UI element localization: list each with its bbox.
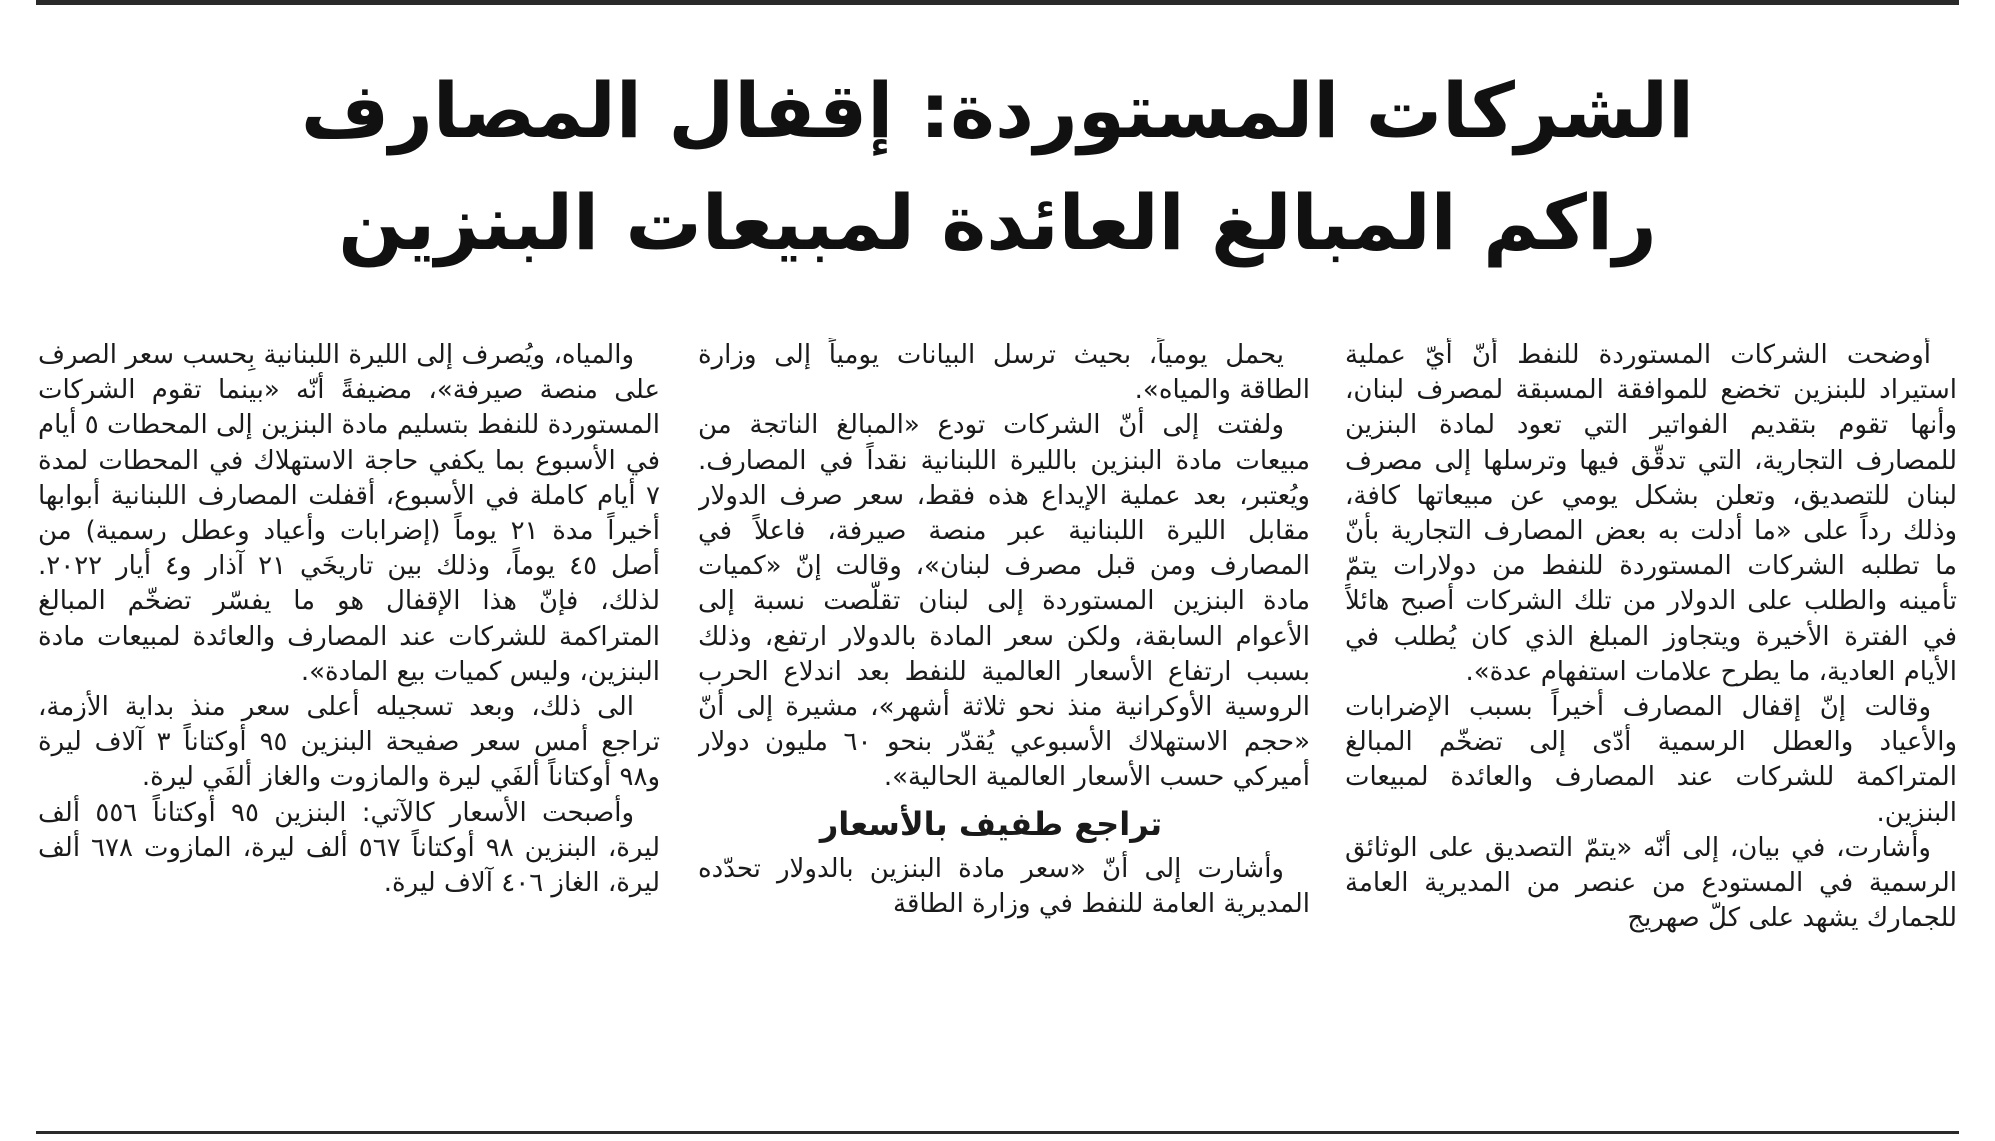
- paragraph: أوضحت الشركات المستوردة للنفط أنّ أيّ عملية استيراد للبنزين تخضع للموافقة المسبقة لمصرف لبنان، وأنها تقوم بتقديم الفواتير التي تعود لمادة البنزين للمصارف التجارية، التي تدقّق فيها وترسلها إلى مصرف لبنان للتصديق، وتعلن بشكل يومي عن مبيعاتها كافة، وذلك رداً على «ما أدلت به بعض المصارف التجارية بأنّ ما تطلبه الشركات المستوردة للنفط من دولارات يتمّ تأمينه والطلب على الدولار من تلك الشركات أصبح هائلاً في الفترة الأخيرة ويتجاوز المبلغ الذي كان يُطلب في الأيام العادية، ما يطرح علامات استفهام عدة».: [1345, 340, 1957, 687]
- section-subhead: تراجع طفيف بالأسعار: [819, 804, 1163, 843]
- paragraph: يحمل يومياً، بحيث ترسل البيانات يومياً إلى وزارة الطاقة والمياه».: [698, 340, 1310, 406]
- paragraph: ولفتت إلى أنّ الشركات تودع «المبالغ الناتجة من مبيعات مادة البنزين بالليرة اللبنانية نقداً في المصارف. ويُعتبر، بعد عملية الإيداع هذه فقط، سعر صرف الدولار مقابل الليرة اللبنانية عبر منصة صيرفة، فاعلاً في المصارف ومن قبل مصرف لبنان»، وقالت إنّ «كميات مادة البنزين المستوردة إلى لبنان تقلّصت نسبة إلى الأعوام السابقة، ولكن سعر المادة بالدولار ارتفع، وذلك بسبب ارتفاع الأسعار العالمية للنفط بعد اندلاع الحرب الروسية الأوكرانية منذ نحو ثلاثة أشهر»، مشيرة إلى أنّ «حجم الاستهلاك الأسبوعي يُقدّر بنحو ٦٠ مليون دولار أميركي حسب الأسعار العالمية الحالية».: [698, 410, 1310, 793]
- paragraph: وأشارت، في بيان، إلى أنّه «يتمّ التصديق على الوثائق الرسمية في المستودع من عنصر من المديرية العامة للجمارك يشهد على كلّ صهريج: [1345, 832, 1957, 934]
- column-middle: [698, 338, 1310, 1128]
- column-left: [38, 338, 660, 1128]
- bottom-rule: [36, 1131, 1959, 1134]
- column-right: [1345, 338, 1957, 1128]
- paragraph: والمياه، ويُصرف إلى الليرة اللبنانية بِحسب سعر الصرف على منصة صيرفة»، مضيفةً أنّه «بينما تقوم الشركات المستوردة للنفط بتسليم مادة البنزين إلى المحطات ٥ أيام في الأسبوع بما يكفي حاجة الاستهلاك في المحطات لمدة ٧ أيام كاملة في الأسبوع، أقفلت المصارف اللبنانية أبوابها أخيراً مدة ٢١ يوماً (إضرابات وأعياد وعطل رسمية) من أصل ٤٥ يوماً، وذلك بين تاريخَي ٢١ آذار و٤ أيار ٢٠٢٢. لذلك، فإنّ هذا الإقفال هو ما يفسّر تضخّم المبالغ المتراكمة للشركات عند المصارف والعائدة لمبيعات مادة البنزين، وليس كميات بيع المادة».: [38, 340, 660, 687]
- headline-line-1: الشركات المستوردة: إقفال المصارف: [300, 66, 1695, 155]
- headline-line-2: راكم المبالغ العائدة لمبيعات البنزين: [338, 178, 1657, 267]
- top-rule: [36, 0, 1959, 5]
- headline: [120, 55, 1875, 279]
- paragraph: وقالت إنّ إقفال المصارف أخيراً بسبب الإضرابات والأعياد والعطل الرسمية أدّى إلى تضخّم المبالغ المتراكمة للشركات عند المصارف والعائدة لمبيعات البنزين.: [1345, 692, 1957, 828]
- paragraph: الى ذلك، وبعد تسجيله أعلى سعر منذ بداية الأزمة، تراجع أمس سعر صفيحة البنزين ٩٥ أوكتاناً ٣ آلاف ليرة و٩٨ أوكتاناً ألفَي ليرة والمازوت والغاز ألفَي ليرة.: [38, 692, 660, 793]
- paragraph: وأشارت إلى أنّ «سعر مادة البنزين بالدولار تحدّده المديرية العامة للنفط في وزارة الطاقة: [698, 853, 1310, 919]
- paragraph: وأصبحت الأسعار كالآتي: البنزين ٩٥ أوكتاناً ٥٥٦ ألف ليرة، البنزين ٩٨ أوكتاناً ٥٦٧ ألف ليرة، المازوت ٦٧٨ ألف ليرة، الغاز ٤٠٦ آلاف ليرة.: [38, 797, 660, 899]
